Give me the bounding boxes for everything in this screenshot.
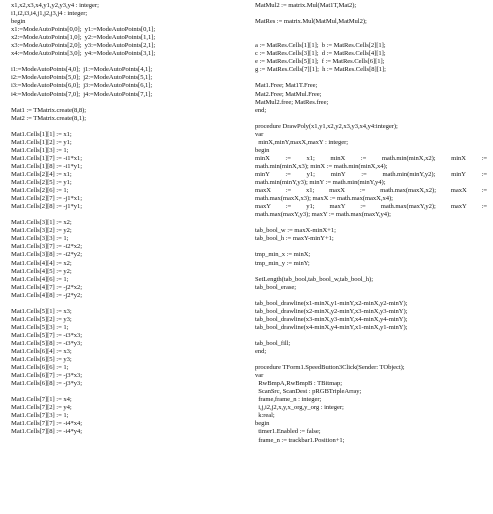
code-line: procedure DrawPoly(x1,y1,x2,y2,x3,y3,x4,y4:integer); xyxy=(255,122,398,130)
code-line: minY := y1; minY := math.min(minY,y2); minY := xyxy=(255,170,487,178)
code-line: SetLength(tab_bool,tab_bool_w,tab_bool_h); xyxy=(255,275,373,283)
code-line xyxy=(255,34,491,42)
code-line: a := MatRes.Cells[1][1]; b := MatRes.Cells[2][1]; xyxy=(255,42,386,50)
code-line: Mat1.Cells[1][8] := -i1*y1; xyxy=(11,162,83,170)
code-line xyxy=(11,388,247,396)
code-line: begin xyxy=(255,420,270,428)
code-line: begin xyxy=(11,18,26,26)
code-line: Mat1 := TMatrix.create(8,8); xyxy=(11,106,87,114)
code-line: Mat1.Cells[5][3] := 1; xyxy=(11,323,69,331)
code-line: Mat1.Cells[2][8] := -j1*y1; xyxy=(11,203,83,211)
code-line: ScanSrc, ScanDest : pRGBTripleArray; xyxy=(255,388,362,396)
code-line: g := MatRes.Cells[7][1]; h := MatRes.Cells[8][1]; xyxy=(255,66,386,74)
code-line: tmp_min_x := minX; xyxy=(255,251,311,259)
code-line: maxY := y1; maxY := math.max(maxY,y2); maxY := xyxy=(255,203,487,211)
code-line: RwBmpA,RwBmpB : TBitmap; xyxy=(255,380,343,388)
code-line xyxy=(255,115,491,123)
code-line: x4:=ModeAutoPoints[3,0]; y4:=ModeAutoPoints[3,1]; xyxy=(11,50,156,58)
code-line: x2:=ModeAutoPoints[1,0]; y2:=ModeAutoPoints[1,1]; xyxy=(11,34,156,42)
code-line: tmp_min_y := minY; xyxy=(255,259,310,267)
code-line: var xyxy=(255,130,264,138)
code-line: math.min(minY,y3); minY := math.min(minY,y4); xyxy=(255,179,386,187)
code-line: tab_bool_drawline(x3-minX,y3-minY,x4-minX,y4-minY); xyxy=(255,315,408,323)
code-line xyxy=(11,58,247,66)
code-line xyxy=(11,300,247,308)
code-line: frame,frame_n : integer; xyxy=(255,396,322,404)
code-line: Mat2 := TMatrix.create(8,1); xyxy=(11,114,87,122)
code-line xyxy=(255,292,491,300)
code-line: Mat1.Cells[1][2] := y1; xyxy=(11,138,72,146)
code-line xyxy=(255,10,491,18)
code-line: tab_bool_erase; xyxy=(255,283,296,291)
code-line: Mat1.Cells[4][4] := x2; xyxy=(11,259,72,267)
code-line: Mat1.Cells[3][1] := x2; xyxy=(11,219,72,227)
code-line: Mat1.Cells[5][2] := y3; xyxy=(11,315,72,323)
code-line xyxy=(255,356,491,364)
code-line: MatRes := matrix.Mul(MatMul,MatMul2); xyxy=(255,18,367,26)
code-line: Mat1.Cells[3][7] := -i2*x2; xyxy=(11,243,83,251)
code-line: i3:=ModeAutoPoints[6,0]; j3:=ModeAutoPoints[6,1]; xyxy=(11,82,153,90)
code-line: Mat1.Free; Mat1T.Free; xyxy=(255,82,318,90)
code-line: tab_bool_h := maxY-minY+1; xyxy=(255,235,334,243)
code-line xyxy=(255,243,491,251)
code-line: Mat1.Cells[3][8] := -i2*y2; xyxy=(11,251,83,259)
code-line xyxy=(255,219,491,227)
code-line: Mat1.Cells[3][3] := 1; xyxy=(11,235,69,243)
code-line: Mat1.Cells[1][7] := -i1*x1; xyxy=(11,154,83,162)
code-line: procedure TForm1.SpeedButton3Click(Sender: TObject); xyxy=(255,364,405,372)
code-line: maxX := x1; maxX := math.max(maxX,x2); maxX := xyxy=(255,187,487,195)
code-line: Mat1.Cells[6][4] := x3; xyxy=(11,348,72,356)
code-line: Mat1.Cells[7][3] := 1; xyxy=(11,412,69,420)
code-line: tab_bool_drawline(x4-minX,y4-minY,x1-minX,y1-minY); xyxy=(255,323,408,331)
code-line: end; xyxy=(255,348,267,356)
code-line: Mat1.Cells[4][7] := -j2*x2; xyxy=(11,283,83,291)
code-line: Mat1.Cells[5][8] := -i3*y3; xyxy=(11,339,83,347)
code-line: begin xyxy=(255,146,270,154)
code-line: tab_bool_drawline(x2-minX,y2-minY,x3-minX,y3-minY); xyxy=(255,307,408,315)
code-line: i1,i2,i3,i4,j1,j2,j3,j4 : integer; xyxy=(11,10,88,18)
code-column-left xyxy=(11,2,247,437)
code-line: i,j,i2,j2,x,y,x_org,y_org : integer; xyxy=(255,404,344,412)
code-line: Mat1.Cells[2][5] := y1; xyxy=(11,179,72,187)
code-line: x3:=ModeAutoPoints[2,0]; y3:=ModeAutoPoints[2,1]; xyxy=(11,42,156,50)
code-line: Mat1.Cells[2][6] := 1; xyxy=(11,187,69,195)
code-line: k:real; xyxy=(255,412,275,420)
code-line: tab_bool_fill; xyxy=(255,339,291,347)
code-line: Mat1.Cells[2][7] := -j1*x1; xyxy=(11,195,83,203)
code-line: Mat2.Free; MatMul.Free; xyxy=(255,90,322,98)
code-line: i1:=ModeAutoPoints[4,0]; j1:=ModeAutoPoints[4,1]; xyxy=(11,66,153,74)
code-line: Mat1.Cells[6][5] := y3; xyxy=(11,356,72,364)
code-line: Mat1.Cells[7][1] := x4; xyxy=(11,396,72,404)
code-line: x1:=ModeAutoPoints[0,0]; y1:=ModeAutoPoints[0,1]; xyxy=(11,26,156,34)
code-line: Mat1.Cells[6][8] := -j3*y3; xyxy=(11,380,83,388)
code-line: Mat1.Cells[3][2] := y2; xyxy=(11,227,72,235)
code-line: timer1.Enabled := false; xyxy=(255,428,321,436)
code-line: Mat1.Cells[7][2] := y4; xyxy=(11,404,72,412)
code-line: i4:=ModeAutoPoints[7,0]; j4:=ModeAutoPoints[7,1]; xyxy=(11,90,153,98)
code-line: Mat1.Cells[1][1] := x1; xyxy=(11,130,72,138)
code-line: minX,minY,maxX,maxY : integer; xyxy=(255,138,349,146)
code-line: Mat1.Cells[4][6] := 1; xyxy=(11,275,69,283)
code-line xyxy=(255,268,491,276)
code-line: Mat1.Cells[7][8] := -i4*y4; xyxy=(11,428,83,436)
code-line: Mat1.Cells[6][7] := -j3*x3; xyxy=(11,372,83,380)
code-line: x1,x2,x3,x4,y1,y2,y3,y4 : integer; xyxy=(11,2,99,9)
code-line: Mat1.Cells[5][1] := x3; xyxy=(11,307,72,315)
code-line: minX := x1; minX := math.min(minX,x2); minX := xyxy=(255,154,487,162)
code-line xyxy=(11,211,247,219)
code-line: MatMul2 := matrix.Mul(Mat1T,Mat2); xyxy=(255,2,357,9)
code-line: c := MatRes.Cells[3][1]; d := MatRes.Cells[4][1]; xyxy=(255,50,386,58)
code-line: var xyxy=(255,372,264,380)
code-line: Mat1.Cells[4][8] := -j2*y2; xyxy=(11,291,83,299)
code-line: tab_bool_drawline(x1-minX,y1-minY,x2-minX,y2-minY); xyxy=(255,299,408,307)
code-column-right xyxy=(255,2,491,445)
code-line: Mat1.Cells[6][6] := 1; xyxy=(11,364,69,372)
code-line xyxy=(255,74,491,82)
code-line: Mat1.Cells[5][7] := -i3*x3; xyxy=(11,331,83,339)
code-line xyxy=(11,123,247,131)
code-line: math.max(maxY,y3); maxY := math.max(maxY,y4); xyxy=(255,211,391,219)
code-line: Mat1.Cells[7][7] := -i4*x4; xyxy=(11,420,83,428)
code-line: Mat1.Cells[4][5] := y2; xyxy=(11,267,72,275)
code-line: i2:=ModeAutoPoints[5,0]; j2:=ModeAutoPoints[5,1]; xyxy=(11,74,153,82)
code-line xyxy=(255,332,491,340)
code-line: end; xyxy=(255,106,267,114)
code-line xyxy=(11,99,247,107)
code-line: e := MatRes.Cells[5][1]; f := MatRes.Cells[6][1]; xyxy=(255,58,385,66)
code-line: tab_bool_w := maxX-minX+1; xyxy=(255,227,336,235)
code-line xyxy=(255,26,491,34)
code-line: math.min(minX,x3); minX := math.min(minX,x4); xyxy=(255,162,388,170)
code-line: MatMul2.free; MatRes.free; xyxy=(255,98,329,106)
code-line: math.max(maxX,x3); maxX := math.max(maxX,x4); xyxy=(255,195,393,203)
code-line: Mat1.Cells[1][3] := 1; xyxy=(11,146,69,154)
code-line: Mat1.Cells[2][4] := x1; xyxy=(11,170,72,178)
code-line: frame_n := trackbar1.Position+1; xyxy=(255,436,345,444)
